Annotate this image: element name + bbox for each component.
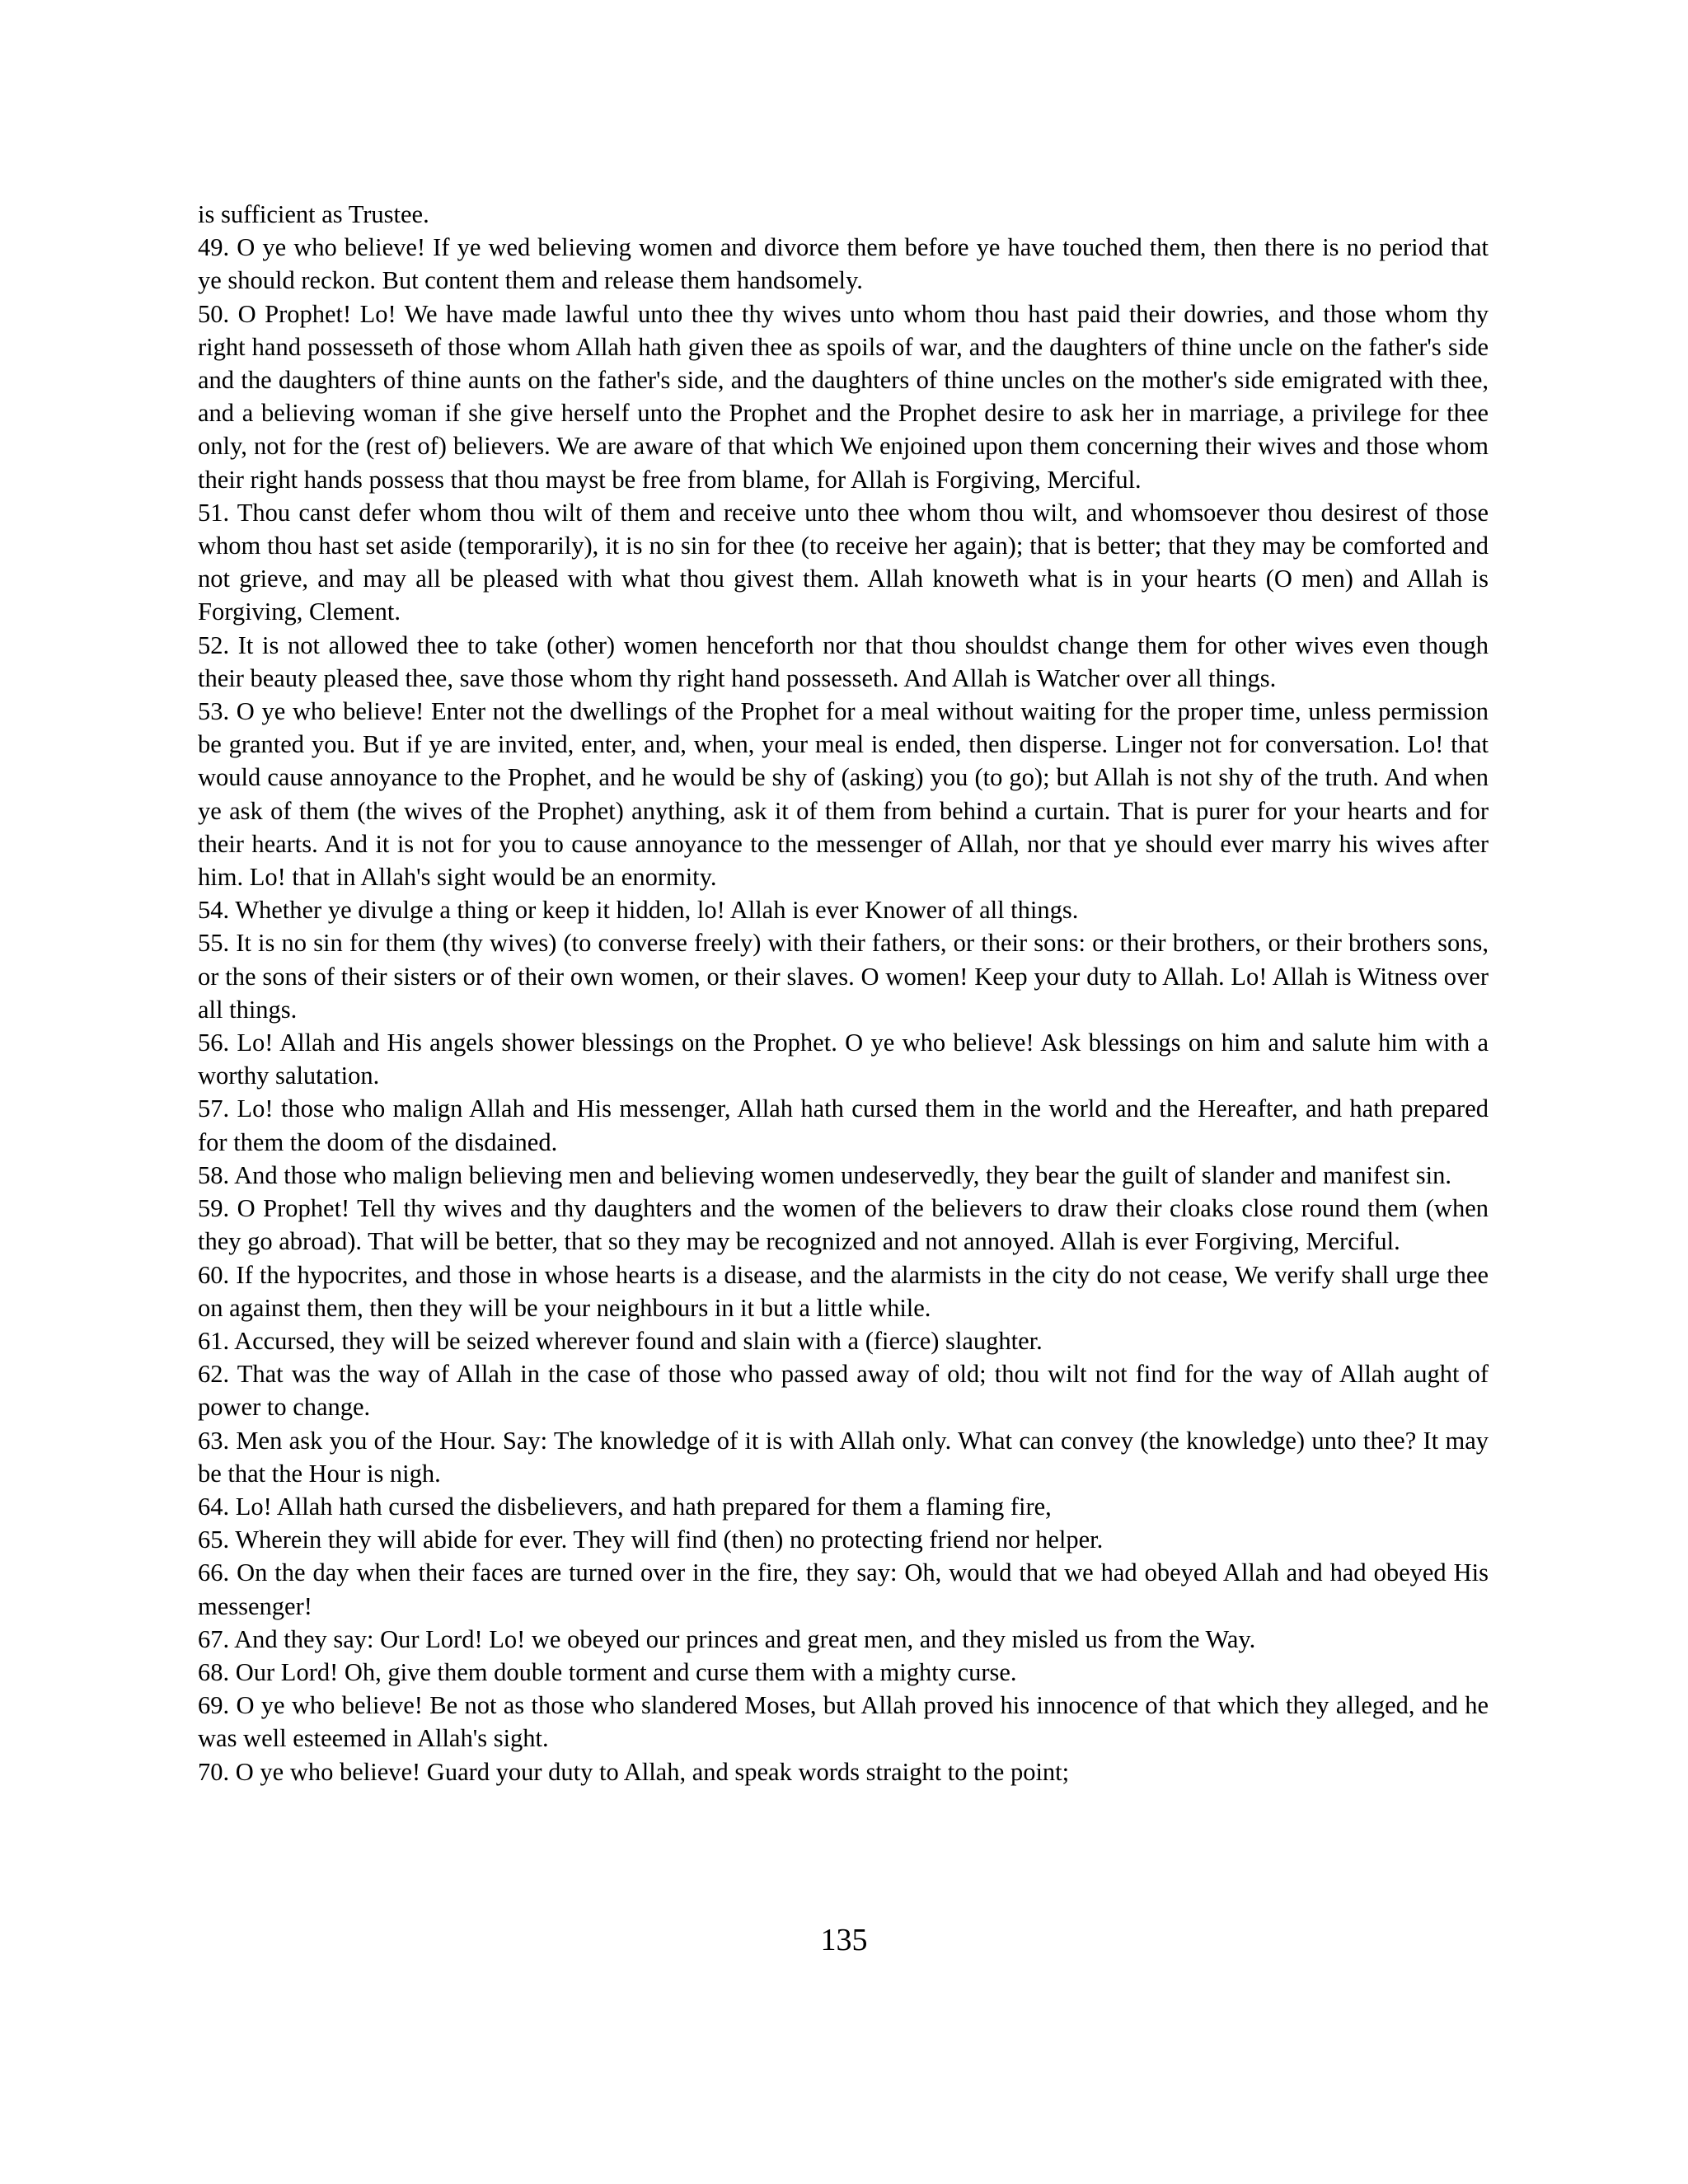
verse-61: 61. Accursed, they will be seized wherever found and slain with a (fierce) slaughter.	[198, 1326, 1043, 1355]
verse-70: 70. O ye who believe! Guard your duty to Allah, and speak words straight to the point;	[198, 1757, 1070, 1786]
verse-57: 57. Lo! those who malign Allah and His messenger, Allah hath cursed them in the world and the Hereafter, and hath prepared for them the doom of the disdained.	[198, 1094, 1489, 1156]
verse-63: 63. Men ask you of the Hour. Say: The knowledge of it is with Allah only. What can convey (the knowledge) unto thee? It may be that the Hour is nigh.	[198, 1426, 1489, 1488]
verse-67: 67. And they say: Our Lord! Lo! we obeyed our princes and great men, and they misled us from the Way.	[198, 1624, 1256, 1653]
verse-56: 56. Lo! Allah and His angels shower blessings on the Prophet. O ye who believe! Ask blessings on him and salute him with a worthy salutation.	[198, 1029, 1489, 1090]
verse-60: 60. If the hypocrites, and those in whose hearts is a disease, and the alarmists in the city do not cease, We verify shall urge thee on against them, then they will be your neighbours in it but a little while.	[198, 1260, 1489, 1322]
paragraph-continuation: is sufficient as Trustee.	[198, 200, 429, 228]
verse-53: 53. O ye who believe! Enter not the dwellings of the Prophet for a meal without waiting for the proper time, unless permission be granted you. But if ye are invited, enter, and, when, your meal is ended, then disperse. Linger not for conversation. Lo! that would cause annoyance to the Prophet, and he would be shy of (asking) you (to go); but Allah is not shy of the truth. And when ye ask of them (the wives of the Prophet) anything, ask it of them from behind a curtain. That is purer for your hearts and for their hearts. And it is not for you to cause annoyance to the messenger of Allah, nor that ye should ever marry his wives after him. Lo! that in Allah's sight would be an enormity.	[198, 697, 1489, 892]
verse-50: 50. O Prophet! Lo! We have made lawful unto thee thy wives unto whom thou hast paid their dowries, and those whom thy right hand possesseth of those whom Allah hath given thee as spoils of war, and the daughters of thine uncle on the father's side and the daughters of thine aunts on the father's side, and the daughters of thine uncles on the mother's side emigrated with thee, and a believing woman if she give herself unto the Prophet and the Prophet desire to ask her in marriage, a privilege for thee only, not for the (rest of) believers. We are aware of that which We enjoined upon them concerning their wives and those whom their right hands possess that thou mayst be free from blame, for Allah is Forgiving, Merciful.	[198, 299, 1489, 494]
verse-51: 51. Thou canst defer whom thou wilt of them and receive unto thee whom thou wilt, and whomsoever thou desirest of those whom thou hast set aside (temporarily), it is no sin for thee (to receive her again); that is better; that they may be comforted and not grieve, and may all be pleased with what thou givest them. Allah knoweth what is in your hearts (O men) and Allah is Forgiving, Clement.	[198, 498, 1489, 626]
verse-49: 49. O ye who believe! If ye wed believing women and divorce them before ye have touched them, then there is no period that ye should reckon. But content them and release them handsomely.	[198, 233, 1489, 295]
verse-59: 59. O Prophet! Tell thy wives and thy daughters and the women of the believers to draw their cloaks close round them (when they go abroad). That will be better, that so they may be recognized and not annoyed. Allah is ever Forgiving, Merciful.	[198, 1194, 1489, 1256]
verse-69: 69. O ye who believe! Be not as those who slandered Moses, but Allah proved his innocence of that which they alleged, and he was well esteemed in Allah's sight.	[198, 1691, 1489, 1753]
verse-65: 65. Wherein they will abide for ever. They will find (then) no protecting friend nor helper.	[198, 1526, 1104, 1554]
verse-55: 55. It is no sin for them (thy wives) (to converse freely) with their fathers, or their sons: or their brothers, or their brothers sons, or the sons of their sisters or of their own women, or their slaves. O women! Keep your duty to Allah. Lo! Allah is Witness over all things.	[198, 929, 1489, 1024]
verse-64: 64. Lo! Allah hath cursed the disbelievers, and hath prepared for them a flaming fire,	[198, 1492, 1052, 1521]
verse-52: 52. It is not allowed thee to take (other) women henceforth nor that thou shouldst change them for other wives even though their beauty pleased thee, save those whom thy right hand possesseth. And Allah is Watcher over all things.	[198, 630, 1489, 692]
verse-54: 54. Whether ye divulge a thing or keep it hidden, lo! Allah is ever Knower of all things.	[198, 896, 1079, 925]
verse-68: 68. Our Lord! Oh, give them double torment and curse them with a mighty curse.	[198, 1657, 1017, 1686]
verse-62: 62. That was the way of Allah in the case of those who passed away of old; thou wilt not find for the way of Allah aught of power to change.	[198, 1360, 1489, 1422]
page-number: 135	[820, 1923, 868, 1957]
verse-66: 66. On the day when their faces are turned over in the fire, they say: Oh, would that we had obeyed Allah and had obeyed His messenger!	[198, 1558, 1489, 1620]
verse-58: 58. And those who malign believing men and believing women undeservedly, they bear the guilt of slander and manifest sin.	[198, 1160, 1451, 1189]
page-body	[198, 198, 1489, 1788]
